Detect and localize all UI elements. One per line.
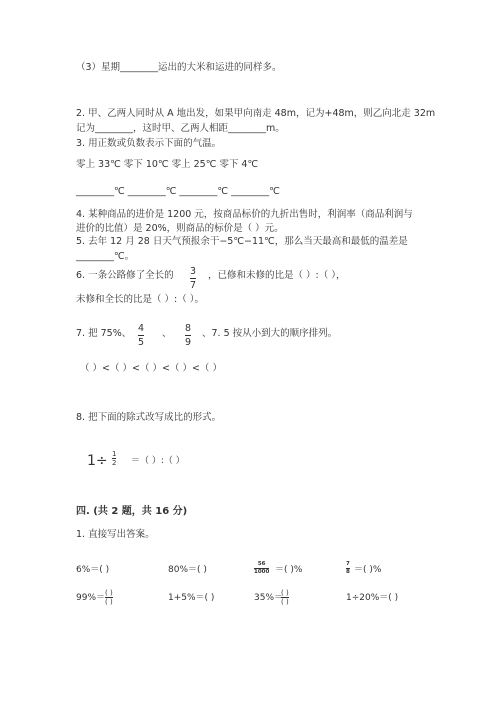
answer-r2c1: 99%＝ — [76, 593, 106, 603]
q4-line-2: 进价的比值）是 20%，则商品的标价是（ ）元。 — [76, 223, 284, 234]
q7-fraction-2-denominator: 9 — [185, 337, 192, 348]
answer-r1c3-numerator: 56 — [257, 561, 266, 567]
q7-line-start: 7. 把 75%、 — [76, 328, 132, 339]
q8-line: 8. 把下面的除式改写成比的形式。 — [76, 412, 222, 423]
answer-r2c2: 1+5%＝( ) — [168, 593, 215, 603]
q8-expression-start: 1÷ — [87, 453, 108, 469]
answer-r2c1-numerator: ( ) — [105, 589, 113, 597]
section-four-heading: 四. (共 2 题，共 16 分) — [76, 506, 188, 517]
answer-r1c1: 6%＝( ) — [76, 565, 110, 575]
q7-fraction-1 — [138, 323, 144, 348]
answer-r1c2: 80%＝( ) — [168, 565, 207, 575]
q8-expression-end: ＝（ ）:（ ） — [131, 456, 185, 466]
answer-r1c3-fraction — [254, 561, 269, 576]
q7-fraction-2-bar — [185, 335, 191, 336]
q7-answer-blanks: （ ）<（ ）<（ ）<（ ）<（ ） — [80, 363, 222, 374]
answer-r2c3-numerator: ( ) — [281, 589, 289, 597]
q7-fraction-1-numerator: 4 — [138, 323, 145, 334]
q3b-line: 3. 用正数或负数表示下面的气温。 — [76, 138, 222, 149]
q7-line-end: 、7. 5 按从小到大的顺序排列。 — [202, 328, 338, 339]
answer-r1c4-numerator: 7 — [346, 561, 350, 567]
q7-fraction-1-denominator: 5 — [138, 337, 145, 348]
temperature-blanks: ________℃ ________℃ ________℃ ________℃ — [76, 186, 280, 197]
q6-fraction-denominator: 7 — [190, 280, 197, 291]
answer-r1c4: ＝( )% — [354, 565, 382, 575]
q6-line-1-start: 6. 一条公路修了全长的 — [76, 270, 174, 281]
answer-r2c4: 1÷20%＝( ) — [346, 593, 399, 603]
q6-line-2: 未修和全长的比是（ ）:（ ）。 — [76, 294, 204, 305]
q7-fraction-2-numerator: 8 — [185, 323, 192, 334]
q8-fraction-denominator: 2 — [112, 459, 117, 467]
answer-r2c3-denominator: ( ) — [281, 598, 289, 606]
q6-fraction-numerator: 3 — [190, 266, 197, 277]
section-four-q1: 1. 直接写出答案。 — [76, 529, 155, 540]
answer-r1c4-fraction — [346, 561, 350, 576]
q3-line: （3）星期________运出的大米和运进的同样多。 — [76, 62, 282, 73]
q8-fraction-numerator: 1 — [112, 450, 117, 458]
answer-r1c3: ＝( )% — [275, 565, 303, 575]
answer-r1c3-denominator: 1000 — [254, 569, 270, 575]
temperature-list: 零上 33℃ 零下 10℃ 零上 25℃ 零下 4℃ — [76, 159, 259, 170]
q5-line-1: 5. 去年 12 月 28 日天气预报余干−5℃−11℃，那么当天最高和最低的温差是 — [76, 236, 408, 247]
q2-line-1: 2. 甲、乙两人同时从 A 地出发，如果甲向南走 48m，记为+48m，则乙向北走 32m — [76, 108, 436, 119]
answer-r2c3-fraction — [281, 589, 289, 606]
q6-fraction — [190, 266, 196, 291]
answer-r2c3: 35%＝ — [254, 593, 284, 603]
q7-fraction-2 — [185, 323, 191, 348]
q7-fraction-1-bar — [138, 335, 144, 336]
q5-line-2: ________℃。 — [76, 251, 135, 262]
q4-line-1: 4. 某种商品的进价是 1200 元，按商品标价的九折出售时，利润率（商品利润与 — [76, 209, 413, 220]
q6-fraction-bar — [190, 278, 196, 279]
answer-r2c1-denominator: ( ) — [105, 598, 113, 606]
q6-line-1-end: ，已修和未修的比是（ ）:（ ）， — [208, 270, 346, 281]
q7-separator: 、 — [162, 328, 172, 339]
answer-r1c4-denominator: 8 — [346, 569, 350, 575]
q8-fraction — [112, 450, 116, 467]
answer-r2c1-fraction — [105, 589, 113, 606]
q2-line-2: 记为________，这时甲、乙两人相距________m。 — [76, 123, 285, 134]
